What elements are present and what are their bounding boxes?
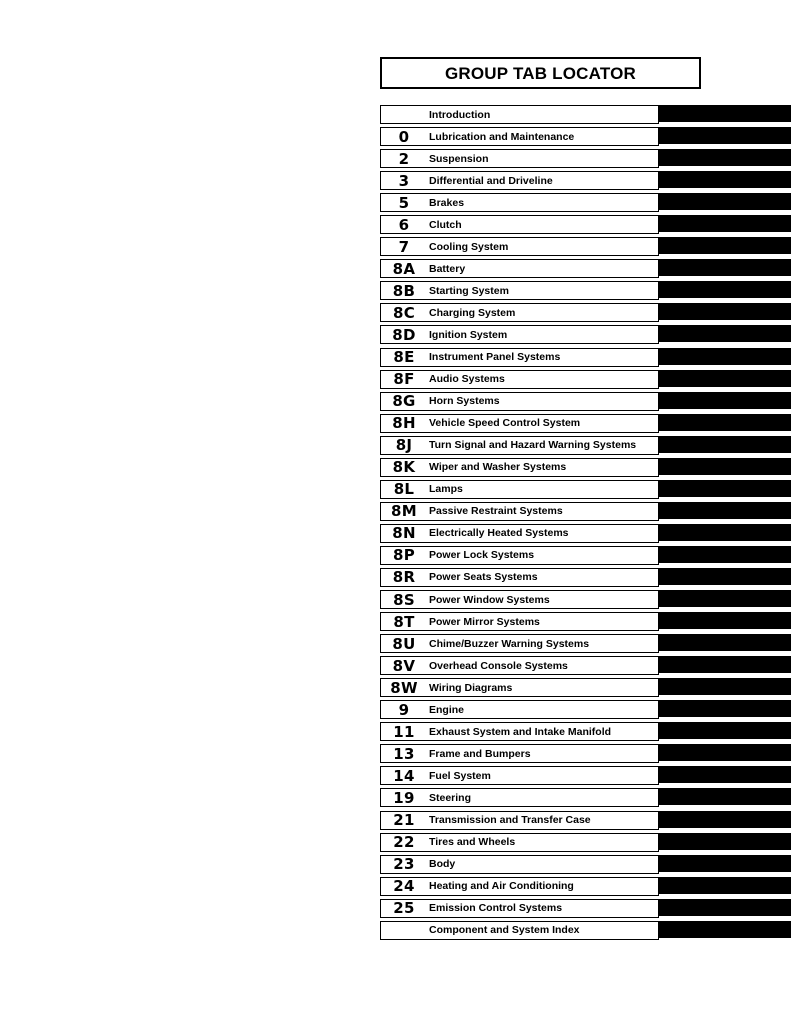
group-label: Differential and Driveline xyxy=(429,174,553,187)
group-number xyxy=(381,922,427,939)
group-tab-row[interactable] xyxy=(380,127,791,146)
group-label: Introduction xyxy=(429,108,491,121)
group-number xyxy=(381,106,427,123)
group-tab-row[interactable] xyxy=(380,392,791,411)
group-label: Lubrication and Maintenance xyxy=(429,130,575,143)
group-tab-entry[interactable] xyxy=(380,568,659,587)
group-number: 6 xyxy=(398,215,410,234)
group-tab-row[interactable] xyxy=(380,458,791,477)
group-tab-row[interactable] xyxy=(380,259,791,278)
group-label: Frame and Bumpers xyxy=(429,747,531,760)
group-label: Turn Signal and Hazard Warning Systems xyxy=(429,439,637,452)
thumb-tab-marker[interactable] xyxy=(659,325,791,342)
group-tab-row[interactable] xyxy=(380,612,791,631)
group-tab-entry[interactable] xyxy=(380,634,659,653)
group-number: 8K xyxy=(392,458,416,477)
group-tab-entry[interactable] xyxy=(380,877,659,896)
group-tab-entry[interactable] xyxy=(380,259,659,278)
thumb-tab-marker[interactable] xyxy=(659,612,791,629)
group-label: Clutch xyxy=(429,218,462,231)
group-tab-entry[interactable] xyxy=(380,656,659,675)
group-tab-entry[interactable] xyxy=(380,348,659,367)
group-label: Emission Control Systems xyxy=(429,902,563,915)
thumb-tab-marker[interactable] xyxy=(659,877,791,894)
group-label: Engine xyxy=(429,703,465,716)
group-number: 13 xyxy=(393,744,415,763)
group-number: 8T xyxy=(393,612,415,631)
group-number: 8E xyxy=(393,348,415,367)
group-tab-entry[interactable] xyxy=(380,149,659,168)
group-number: 24 xyxy=(393,877,415,896)
group-label: Body xyxy=(429,858,456,871)
group-number: 9 xyxy=(398,700,410,719)
thumb-tab-marker[interactable] xyxy=(659,656,791,673)
group-tab-entry[interactable] xyxy=(380,811,659,830)
thumb-tab-marker[interactable] xyxy=(659,833,791,850)
group-tab-entry[interactable] xyxy=(380,788,659,807)
thumb-tab-marker[interactable] xyxy=(659,590,791,607)
group-tab-entry[interactable] xyxy=(380,855,659,874)
group-tab-row[interactable] xyxy=(380,105,791,124)
group-tab-entry[interactable] xyxy=(380,436,659,455)
group-tab-row[interactable] xyxy=(380,766,791,785)
group-tab-row[interactable] xyxy=(380,722,791,741)
group-tab-entry[interactable] xyxy=(380,325,659,344)
thumb-tab-marker[interactable] xyxy=(659,634,791,651)
thumb-tab-marker[interactable] xyxy=(659,811,791,828)
group-tab-row[interactable] xyxy=(380,855,791,874)
group-number: 8G xyxy=(392,392,416,411)
group-tab-entry[interactable] xyxy=(380,546,659,565)
thumb-tab-marker[interactable] xyxy=(659,171,791,188)
group-label: Battery xyxy=(429,262,466,275)
group-label: Electrically Heated Systems xyxy=(429,527,569,540)
thumb-tab-marker[interactable] xyxy=(659,105,791,122)
group-label: Fuel System xyxy=(429,769,491,782)
group-number: 8U xyxy=(392,634,416,653)
thumb-tab-marker[interactable] xyxy=(659,193,791,210)
group-tab-row[interactable] xyxy=(380,700,791,719)
group-tab-row[interactable] xyxy=(380,193,791,212)
group-tab-row[interactable] xyxy=(380,414,791,433)
thumb-tab-marker[interactable] xyxy=(659,259,791,276)
group-tab-entry[interactable] xyxy=(380,237,659,256)
group-label: Ignition System xyxy=(429,328,508,341)
thumb-tab-marker[interactable] xyxy=(659,524,791,541)
thumb-tab-marker[interactable] xyxy=(659,921,791,938)
thumb-tab-marker[interactable] xyxy=(659,899,791,916)
group-label: Power Window Systems xyxy=(429,593,550,606)
group-tab-entry[interactable] xyxy=(380,392,659,411)
group-tab-entry[interactable] xyxy=(380,921,659,940)
group-tab-row[interactable] xyxy=(380,678,791,697)
group-tab-row[interactable] xyxy=(380,833,791,852)
group-tab-row[interactable] xyxy=(380,348,791,367)
group-tab-locator-header xyxy=(380,57,701,89)
group-tab-entry[interactable] xyxy=(380,458,659,477)
group-tab-row[interactable] xyxy=(380,568,791,587)
group-tab-entry[interactable] xyxy=(380,833,659,852)
group-number: 8B xyxy=(392,281,416,300)
thumb-tab-marker[interactable] xyxy=(659,215,791,232)
thumb-tab-marker[interactable] xyxy=(659,414,791,431)
page-title: GROUP TAB LOCATOR xyxy=(444,63,637,83)
group-label: Overhead Console Systems xyxy=(429,659,568,672)
thumb-tab-marker[interactable] xyxy=(659,149,791,166)
group-label: Transmission and Transfer Case xyxy=(429,814,591,826)
thumb-tab-marker[interactable] xyxy=(659,370,791,387)
group-number: 8W xyxy=(390,678,418,697)
group-label: Chime/Buzzer Warning Systems xyxy=(429,637,590,650)
group-label: Tires and Wheels xyxy=(429,836,516,849)
group-label: Power Seats Systems xyxy=(429,571,538,584)
group-number: 0 xyxy=(398,127,410,146)
group-tab-row[interactable] xyxy=(380,370,791,389)
group-number: 8D xyxy=(392,325,416,344)
group-label: Passive Restraint Systems xyxy=(429,505,563,518)
group-tab-entry[interactable] xyxy=(380,899,659,918)
group-number: 8F xyxy=(393,370,415,389)
group-number: 8M xyxy=(391,502,417,521)
thumb-tab-marker[interactable] xyxy=(659,744,791,761)
thumb-tab-marker[interactable] xyxy=(659,480,791,497)
group-number: 8H xyxy=(392,414,416,433)
group-number: 7 xyxy=(398,237,410,256)
group-tab-row[interactable] xyxy=(380,811,791,830)
group-label: Wiring Diagrams xyxy=(429,681,513,694)
group-tab-list xyxy=(380,105,791,943)
thumb-tab-marker[interactable] xyxy=(659,546,791,563)
thumb-tab-marker[interactable] xyxy=(659,678,791,695)
group-label: Wiper and Washer Systems xyxy=(429,461,567,474)
group-label: Suspension xyxy=(429,152,489,165)
group-tab-entry[interactable] xyxy=(380,766,659,785)
group-number: 8R xyxy=(392,568,416,587)
group-tab-entry[interactable] xyxy=(380,127,659,146)
group-label: Vehicle Speed Control System xyxy=(429,417,581,430)
group-tab-entry[interactable] xyxy=(380,414,659,433)
group-label: Power Lock Systems xyxy=(429,549,535,562)
group-number: 8N xyxy=(392,524,416,543)
thumb-tab-marker[interactable] xyxy=(659,392,791,409)
group-tab-row[interactable] xyxy=(380,590,791,609)
group-number: 8S xyxy=(393,590,415,609)
group-number: 11 xyxy=(393,722,415,741)
thumb-tab-marker[interactable] xyxy=(659,568,791,585)
thumb-tab-marker[interactable] xyxy=(659,788,791,805)
group-number: 14 xyxy=(393,766,415,785)
thumb-tab-marker[interactable] xyxy=(659,855,791,872)
group-number: 8C xyxy=(392,303,416,322)
group-tab-row[interactable] xyxy=(380,436,791,455)
group-number: 8A xyxy=(392,259,416,278)
group-tab-entry[interactable] xyxy=(380,744,659,763)
group-tab-row[interactable] xyxy=(380,921,791,940)
group-tab-entry[interactable] xyxy=(380,171,659,190)
group-tab-row[interactable] xyxy=(380,546,791,565)
group-tab-entry[interactable] xyxy=(380,370,659,389)
group-number: 19 xyxy=(393,788,415,807)
group-tab-entry[interactable] xyxy=(380,590,659,609)
group-label: Starting System xyxy=(429,284,509,297)
group-label: Horn Systems xyxy=(429,395,500,408)
group-label: Cooling System xyxy=(429,240,509,253)
group-tab-entry[interactable] xyxy=(380,303,659,322)
group-number: 22 xyxy=(393,833,415,852)
thumb-tab-marker[interactable] xyxy=(659,237,791,254)
group-label: Charging System xyxy=(429,306,516,319)
group-tab-row[interactable] xyxy=(380,149,791,168)
thumb-tab-marker[interactable] xyxy=(659,722,791,739)
group-tab-row[interactable] xyxy=(380,237,791,256)
group-tab-entry[interactable] xyxy=(380,678,659,697)
group-tab-entry[interactable] xyxy=(380,524,659,543)
thumb-tab-marker[interactable] xyxy=(659,127,791,144)
group-number: 3 xyxy=(398,171,410,190)
group-label: Component and System Index xyxy=(429,924,580,937)
group-number: 5 xyxy=(398,193,410,212)
thumb-tab-marker[interactable] xyxy=(659,502,791,519)
group-number: 8V xyxy=(392,656,416,675)
thumb-tab-marker[interactable] xyxy=(659,303,791,320)
thumb-tab-marker[interactable] xyxy=(659,766,791,783)
group-tab-row[interactable] xyxy=(380,634,791,653)
group-tab-row[interactable] xyxy=(380,171,791,190)
thumb-tab-marker[interactable] xyxy=(659,348,791,365)
thumb-tab-marker[interactable] xyxy=(659,458,791,475)
group-tab-row[interactable] xyxy=(380,325,791,344)
group-number: 25 xyxy=(393,899,415,918)
group-tab-entry[interactable] xyxy=(380,502,659,521)
group-tab-row[interactable] xyxy=(380,480,791,499)
thumb-tab-marker[interactable] xyxy=(659,281,791,298)
group-number: 8P xyxy=(392,546,416,565)
group-tab-row[interactable] xyxy=(380,877,791,896)
group-tab-row[interactable] xyxy=(380,788,791,807)
group-tab-row[interactable] xyxy=(380,215,791,234)
group-number: 23 xyxy=(393,855,415,874)
group-number: 2 xyxy=(398,149,410,168)
group-label: Instrument Panel Systems xyxy=(429,351,561,364)
group-label: Brakes xyxy=(429,196,465,209)
group-tab-entry[interactable] xyxy=(380,722,659,741)
group-tab-entry[interactable] xyxy=(380,281,659,300)
group-number: 8J xyxy=(395,436,413,455)
group-tab-row[interactable] xyxy=(380,281,791,300)
group-number: 21 xyxy=(393,811,415,829)
group-tab-row[interactable] xyxy=(380,744,791,763)
group-tab-row[interactable] xyxy=(380,502,791,521)
group-tab-entry[interactable] xyxy=(380,193,659,212)
group-tab-row[interactable] xyxy=(380,524,791,543)
group-tab-entry[interactable] xyxy=(380,105,659,124)
group-label: Steering xyxy=(429,791,472,804)
group-label: Audio Systems xyxy=(429,373,505,386)
thumb-tab-marker[interactable] xyxy=(659,436,791,453)
group-label: Power Mirror Systems xyxy=(429,615,540,628)
group-label: Heating and Air Conditioning xyxy=(429,880,574,893)
group-tab-row[interactable] xyxy=(380,656,791,675)
group-label: Exhaust System and Intake Manifold xyxy=(429,725,612,738)
group-tab-entry[interactable] xyxy=(380,612,659,631)
thumb-tab-marker[interactable] xyxy=(659,700,791,717)
group-tab-row[interactable] xyxy=(380,303,791,322)
group-tab-entry[interactable] xyxy=(380,480,659,499)
group-tab-entry[interactable] xyxy=(380,700,659,719)
group-number: 8L xyxy=(393,480,415,499)
group-tab-entry[interactable] xyxy=(380,215,659,234)
group-tab-row[interactable] xyxy=(380,899,791,918)
group-label: Lamps xyxy=(429,483,463,496)
